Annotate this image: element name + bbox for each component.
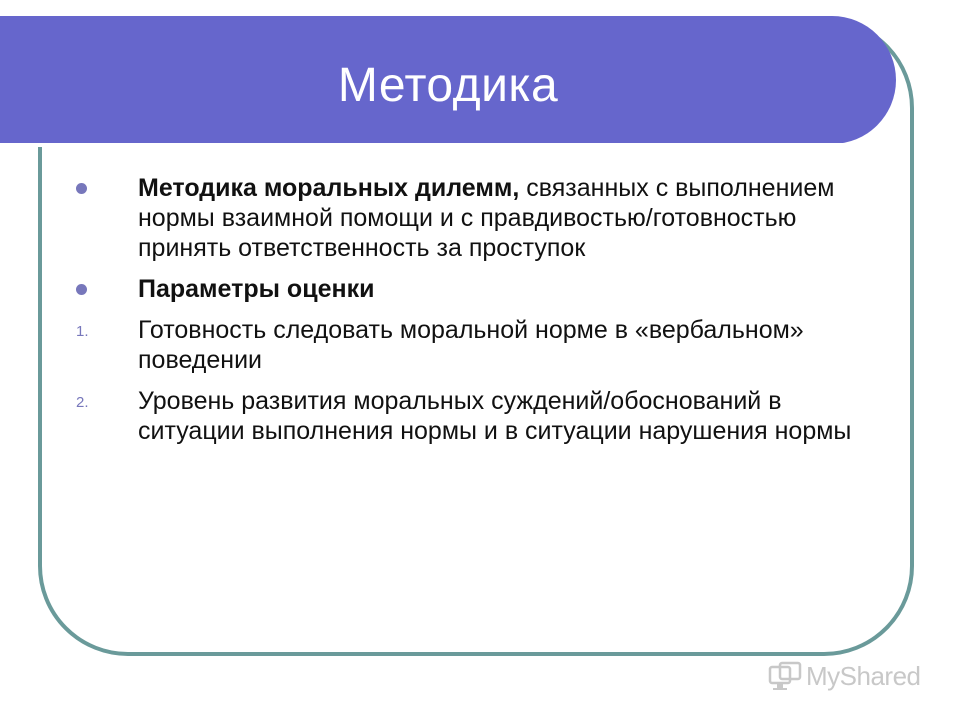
watermark-text: MyShared — [806, 660, 921, 691]
myshared-watermark — [768, 658, 928, 694]
bullet-item — [70, 173, 860, 263]
title-banner — [0, 16, 896, 144]
numbered-item-text: Готовность следовать моральной норме в «вербальном» поведении — [138, 316, 804, 374]
slide-title: Методика — [337, 59, 559, 112]
numbered-item — [70, 315, 860, 375]
number-marker: 1. — [76, 323, 89, 340]
bullet-item-bold-text: Методика моральных дилемм, — [138, 174, 520, 202]
bullet-dot-icon — [76, 183, 87, 194]
myshared-logo-icon — [768, 661, 802, 691]
numbered-item — [70, 386, 860, 446]
bullet-item-text: связанных с выполнением нормы взаимной помощи и с правдивостью/готовностью принять ответственность за проступок — [138, 174, 835, 262]
slide-content — [70, 173, 860, 457]
bullet-item — [70, 274, 860, 304]
numbered-item-text: Уровень развития моральных суждений/обоснований в ситуации выполнения нормы и в ситуации нарушения нормы — [138, 387, 852, 445]
number-marker: 2. — [76, 394, 89, 411]
bullet-dot-icon — [76, 284, 87, 295]
bullet-item-bold-text: Параметры оценки — [138, 275, 375, 303]
title-underline — [0, 143, 848, 147]
